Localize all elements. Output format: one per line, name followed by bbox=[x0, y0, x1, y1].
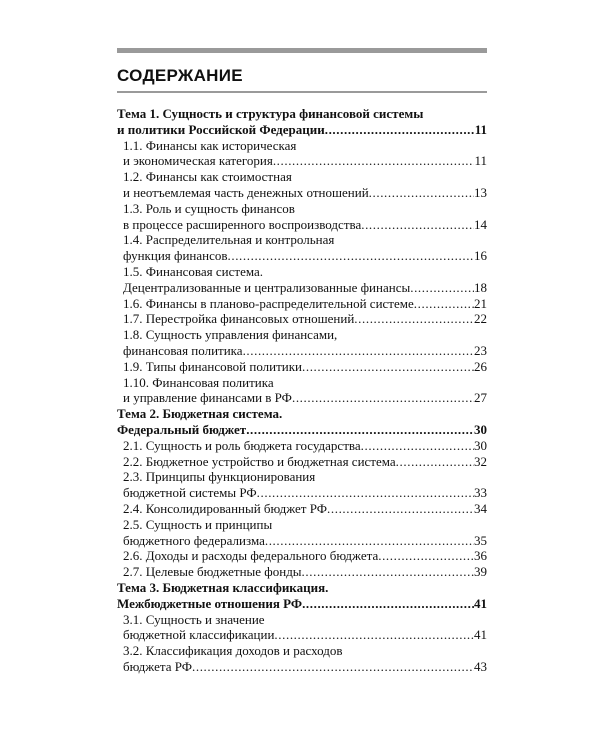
title-underline bbox=[117, 91, 487, 93]
dot-leader bbox=[378, 548, 474, 564]
toc-entry-text: 1.2. Финансы как стоимостная bbox=[123, 169, 292, 185]
dot-leader bbox=[361, 438, 474, 454]
toc-section-line bbox=[117, 390, 487, 406]
toc-section-line bbox=[117, 248, 487, 264]
toc-page-number: 16 bbox=[474, 248, 487, 264]
page-title: СОДЕРЖАНИЕ bbox=[117, 66, 243, 85]
toc-page-number: 33 bbox=[474, 485, 487, 501]
dot-leader bbox=[354, 311, 474, 327]
toc-entry-text: 2.7. Целевые бюджетные фонды bbox=[123, 564, 302, 580]
toc-entry-text: 2.3. Принципы функционирования bbox=[123, 469, 316, 485]
toc-chapter-line bbox=[117, 422, 487, 438]
toc-page-number: 21 bbox=[474, 295, 487, 311]
toc-entry-text: 3.1. Сущность и значение bbox=[123, 611, 265, 627]
toc-section-line bbox=[117, 564, 487, 580]
dot-leader bbox=[369, 185, 474, 201]
toc-section-line bbox=[117, 327, 487, 343]
toc-entry-text: Тема 1. Сущность и структура финансовой системы bbox=[117, 106, 424, 121]
dot-leader bbox=[325, 122, 475, 138]
toc-section-line bbox=[117, 485, 487, 501]
toc-section-line bbox=[117, 169, 487, 185]
toc-page-number: 11 bbox=[474, 153, 487, 169]
dot-leader bbox=[265, 533, 474, 549]
toc-entry-text: 2.4. Консолидированный бюджет РФ bbox=[123, 500, 328, 516]
toc-entry-text: Тема 2. Бюджетная система. bbox=[117, 406, 283, 422]
dot-leader bbox=[246, 422, 474, 438]
toc-entry-text: функция финансов bbox=[123, 248, 228, 264]
toc-chapter-line bbox=[117, 406, 487, 422]
toc-entry-text: бюджетной классификации bbox=[123, 627, 275, 643]
dot-leader bbox=[274, 627, 474, 643]
toc-page-number: 27 bbox=[474, 390, 487, 406]
toc-entry-text: бюджетной системы РФ bbox=[123, 485, 257, 501]
toc-entry-text: 1.5. Финансовая система. bbox=[123, 263, 264, 279]
dot-leader bbox=[228, 248, 475, 264]
top-divider bbox=[117, 48, 487, 53]
toc-section-line bbox=[117, 343, 487, 359]
toc-page-number: 39 bbox=[474, 564, 487, 580]
toc-page-number: 41 bbox=[474, 595, 487, 611]
toc-section-line bbox=[117, 153, 487, 169]
toc-entry-text: 2.2. Бюджетное устройство и бюджетная система bbox=[123, 453, 396, 469]
toc-section-line bbox=[117, 185, 487, 201]
toc-entry-text: и управление финансами в РФ bbox=[123, 390, 292, 406]
dot-leader bbox=[257, 485, 474, 501]
dot-leader bbox=[243, 343, 474, 359]
toc-entry-text: 1.9. Типы финансовой политики bbox=[123, 358, 302, 374]
toc-section-line bbox=[117, 138, 487, 154]
toc-page-number: 30 bbox=[474, 421, 487, 437]
toc-entry-text: 2.6. Доходы и расходы федерального бюджета bbox=[123, 548, 379, 564]
toc-entry-text: 2.5. Сущность и принципы bbox=[123, 516, 273, 532]
toc-section-line bbox=[117, 217, 487, 233]
toc-page-number: 36 bbox=[474, 548, 487, 564]
toc-entry-text: в процессе расширенного воспроизводства bbox=[123, 216, 362, 232]
toc-section-line bbox=[117, 501, 487, 517]
toc-entry-text: Децентрализованные и централизованные финансы bbox=[123, 279, 411, 295]
toc-section-line bbox=[117, 517, 487, 533]
toc-entry-text: 1.1. Финансы как историческая bbox=[123, 137, 297, 153]
toc-entry-text: Тема 3. Бюджетная классификация. bbox=[117, 579, 329, 595]
toc-chapter-line bbox=[117, 122, 487, 138]
toc-chapter-line bbox=[117, 580, 487, 596]
toc-entry-text: и неотъемлемая часть денежных отношений bbox=[123, 184, 369, 200]
toc-entry-text: 2.1. Сущность и роль бюджета государства bbox=[123, 437, 361, 453]
toc-page-number: 41 bbox=[474, 627, 487, 643]
toc-section-line bbox=[117, 533, 487, 549]
toc-page-number: 23 bbox=[474, 342, 487, 358]
toc-page-number: 22 bbox=[474, 311, 487, 327]
toc-section-line bbox=[117, 296, 487, 312]
toc-entry-text: 1.8. Сущность управления финансами, bbox=[123, 327, 338, 343]
toc-entry-text: и экономическая категория bbox=[123, 153, 273, 169]
toc-section-line bbox=[117, 438, 487, 454]
toc-page-number: 43 bbox=[474, 658, 487, 674]
toc-page-number: 14 bbox=[474, 216, 487, 232]
dot-leader bbox=[192, 659, 474, 675]
toc-section-line bbox=[117, 375, 487, 391]
dot-leader bbox=[302, 596, 474, 612]
toc-entry-text: Межбюджетные отношения РФ bbox=[117, 595, 303, 611]
toc-page-number: 26 bbox=[474, 358, 487, 374]
dot-leader bbox=[410, 280, 474, 296]
toc-entry-text: бюджетного федерализма bbox=[123, 532, 265, 548]
dot-leader bbox=[361, 217, 474, 233]
toc-section-line bbox=[117, 643, 487, 659]
toc-section-line bbox=[117, 659, 487, 675]
toc-section-line bbox=[117, 359, 487, 375]
toc-page-number: 30 bbox=[474, 437, 487, 453]
toc-section-line bbox=[117, 548, 487, 564]
toc-section-line bbox=[117, 612, 487, 628]
toc-section-line bbox=[117, 201, 487, 217]
toc-chapter-line bbox=[117, 106, 487, 122]
dot-leader bbox=[302, 359, 474, 375]
toc-entry-text: Федеральный бюджет bbox=[117, 421, 247, 437]
toc-section-line bbox=[117, 454, 487, 470]
toc-section-line bbox=[117, 232, 487, 248]
toc-page-number: 32 bbox=[474, 453, 487, 469]
toc-entry-text: 1.7. Перестройка финансовых отношений bbox=[123, 311, 355, 327]
toc-entry-text: 1.6. Финансы в планово-распределительной системе bbox=[123, 295, 414, 311]
toc-page-number: 34 bbox=[474, 500, 487, 516]
table-of-contents bbox=[117, 106, 487, 675]
toc-section-line bbox=[117, 311, 487, 327]
dot-leader bbox=[302, 564, 474, 580]
toc-section-line bbox=[117, 280, 487, 296]
toc-section-line bbox=[117, 469, 487, 485]
dot-leader bbox=[396, 454, 474, 470]
toc-entry-text: и политики Российской Федерации bbox=[117, 121, 325, 137]
toc-entry-text: финансовая политика bbox=[123, 342, 243, 358]
dot-leader bbox=[327, 501, 474, 517]
toc-chapter-line bbox=[117, 596, 487, 612]
toc-entry-text: 1.3. Роль и сущность финансов bbox=[123, 200, 295, 216]
dot-leader bbox=[414, 296, 474, 312]
toc-section-line bbox=[117, 264, 487, 280]
toc-entry-text: 3.2. Классификация доходов и расходов bbox=[123, 643, 343, 659]
toc-page-number: 11 bbox=[474, 121, 487, 137]
toc-page-number: 13 bbox=[474, 184, 487, 200]
toc-entry-text: 1.10. Финансовая политика bbox=[123, 374, 274, 390]
toc-page-number: 18 bbox=[474, 279, 487, 295]
toc-page-number: 35 bbox=[474, 532, 487, 548]
dot-leader bbox=[273, 153, 475, 169]
toc-section-line bbox=[117, 627, 487, 643]
toc-entry-text: бюджета РФ bbox=[123, 658, 192, 674]
toc-entry-text: 1.4. Распределительная и контрольная bbox=[123, 232, 335, 248]
dot-leader bbox=[292, 390, 474, 406]
